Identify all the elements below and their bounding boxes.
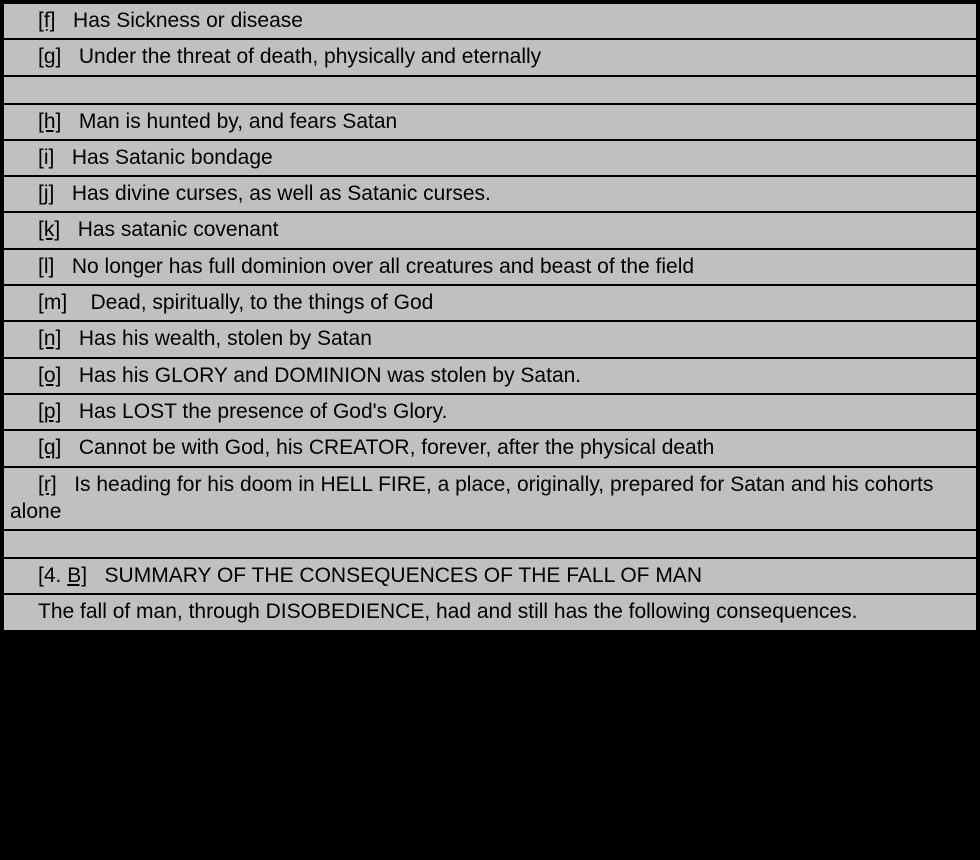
item-tag: [n] <box>38 327 62 351</box>
row-cell <box>4 40 976 74</box>
table-row <box>2 286 978 322</box>
item-tag: [k] <box>38 218 61 242</box>
item-text: Has his wealth, stolen by Satan <box>78 327 372 351</box>
item-text: No longer has full dominion over all creatures and beast of the field <box>71 254 695 278</box>
table-row <box>2 468 978 532</box>
row-cell <box>4 322 976 356</box>
table-row <box>2 359 978 395</box>
table-row <box>2 40 978 76</box>
item-tag: [m] <box>38 291 68 315</box>
item-text: Has LOST the presence of God's Glory. <box>78 399 448 423</box>
table-row-heading <box>2 559 978 595</box>
item-tag: [j] <box>38 182 55 206</box>
table-row <box>2 141 978 177</box>
row-cell <box>4 395 976 429</box>
table-row <box>2 2 978 40</box>
row-cell <box>4 77 976 103</box>
item-text: Man is hunted by, and fears Satan <box>78 109 398 133</box>
row-cell <box>4 177 976 211</box>
row-cell <box>4 595 976 629</box>
table-row <box>2 431 978 467</box>
item-tag: [f] <box>38 9 56 32</box>
item-tag: [i] <box>38 145 55 169</box>
item-tag: [o] <box>38 363 62 387</box>
item-tag: [q] <box>38 436 62 460</box>
table-row-spacer <box>2 77 978 105</box>
heading-text: SUMMARY OF THE CONSEQUENCES OF THE FALL OF MAN <box>104 564 702 588</box>
row-cell <box>4 468 976 530</box>
item-text: Has his GLORY and DOMINION was stolen by Satan. <box>78 363 582 387</box>
item-text: Is heading for his doom in HELL FIRE, a place, originally, prepared for Satan and his cohorts alone <box>10 472 940 523</box>
row-cell <box>4 4 976 38</box>
row-cell <box>4 141 976 175</box>
item-text: Cannot be with God, his CREATOR, forever, after the physical death <box>78 436 715 460</box>
row-cell <box>4 559 976 593</box>
item-tag: [l] <box>38 254 55 278</box>
item-text: Dead, spiritually, to the things of God <box>90 291 434 315</box>
item-text: Under the threat of death, physically and eternally <box>78 45 542 69</box>
row-cell <box>4 531 976 557</box>
heading-tag-letter: B] <box>67 564 88 588</box>
table-row <box>2 395 978 431</box>
table-row <box>2 213 978 249</box>
row-cell <box>4 431 976 465</box>
row-cell <box>4 359 976 393</box>
row-cell <box>4 250 976 284</box>
table-row <box>2 177 978 213</box>
table-row-paragraph <box>2 595 978 631</box>
row-cell <box>4 213 976 247</box>
table-row <box>2 250 978 286</box>
item-tag: [r] <box>38 472 57 496</box>
table-row <box>2 105 978 141</box>
item-text: Has Satanic bondage <box>71 145 273 169</box>
item-tag: [p] <box>38 399 62 423</box>
table-row <box>2 322 978 358</box>
item-text: Has Sickness or disease <box>73 9 303 32</box>
item-text: Has divine curses, as well as Satanic curses. <box>71 182 491 206</box>
row-cell <box>4 105 976 139</box>
table-row-spacer <box>2 531 978 559</box>
item-text: Has satanic covenant <box>77 218 279 242</box>
row-cell <box>4 286 976 320</box>
item-tag: [h] <box>38 109 62 133</box>
paragraph-text: The fall of man, through DISOBEDIENCE, had and still has the following consequences. <box>38 600 858 624</box>
heading-tag-prefix: [4. <box>38 564 68 588</box>
item-tag: [g] <box>38 45 62 69</box>
